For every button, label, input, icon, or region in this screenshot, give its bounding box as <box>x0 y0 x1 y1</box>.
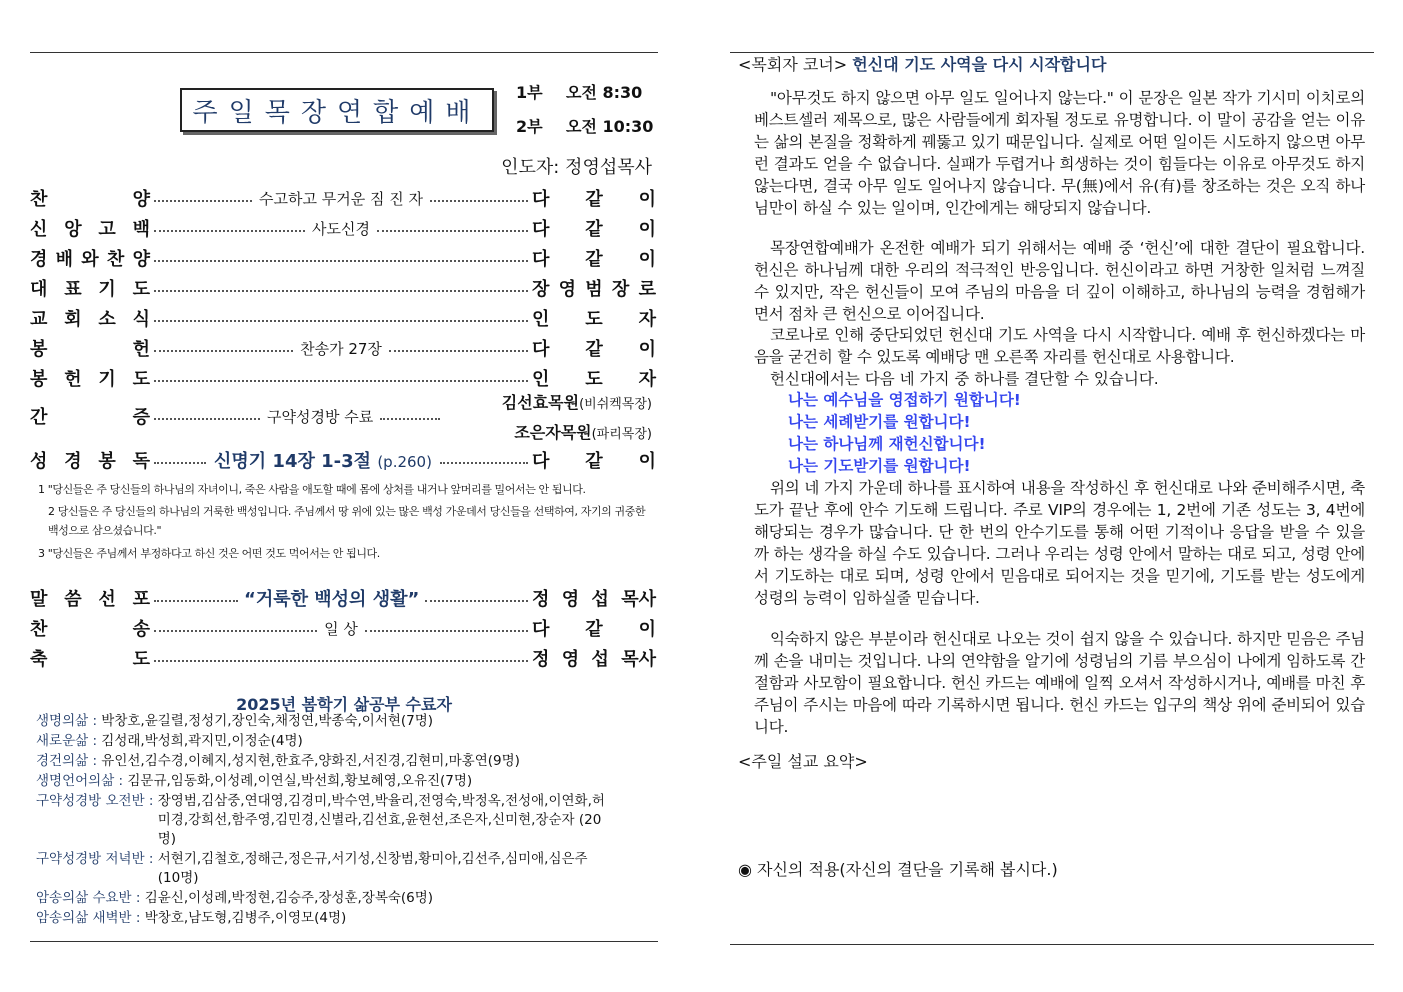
leader-dots <box>154 200 252 202</box>
service-2-time: 오전 10:30 <box>566 117 654 136</box>
graduate-course: 새로운삶 : <box>36 733 102 749</box>
order-response <box>532 365 656 391</box>
worship-title: 주일목장연합예배 <box>192 97 482 128</box>
paragraph-3: 코로나로 인해 중단되었던 헌신대 기도 사역을 다시 시작합니다. 예배 후 헌신하겠다는 마음을 굳건히 할 수 있도록 예배당 맨 오른쪽 자리를 헌신대로 사용합니다. <box>754 326 1365 366</box>
char: 같 <box>585 339 603 360</box>
graduate-group <box>36 792 608 849</box>
graduate-group <box>36 889 433 908</box>
char: 찬 <box>30 189 48 210</box>
graduate-group <box>36 732 303 751</box>
declaration-3: 나는 하나님께 재헌신합니다! <box>788 435 986 453</box>
graduate-names: 장영범,김삼중,연대영,김경미,박수연,박율리,전영숙,박정옥,전성애,이연화,허미경,강희선,함주영,김민경,신별라,김선효,윤현선,조은자,신미현,장순자 (20명) <box>157 793 605 847</box>
char: 소 <box>98 309 116 330</box>
service-2 <box>516 114 653 137</box>
graduate-names: 박창호,남도형,김병주,이영모(4명) <box>144 910 347 926</box>
verse-2: 2 당신들은 주 당신들의 하나님의 거룩한 백성입니다. 주님께서 땅 위에 있는 많은 백성 가운데서 당신들을 선택하여, 자기의 귀중한 백성으로 삼으셨습니다." <box>48 505 646 537</box>
graduate-group <box>36 850 608 888</box>
char: 양 <box>132 249 150 270</box>
order-label <box>30 275 150 301</box>
order-label <box>30 365 150 391</box>
leader-dots <box>154 630 317 632</box>
order-response <box>532 305 656 331</box>
declaration-4: 나는 기도받기를 원합니다! <box>788 457 971 475</box>
char: 이 <box>638 451 656 472</box>
leader-dots <box>365 630 528 632</box>
testimony-name: 조은자목원 <box>514 423 592 442</box>
char: 영 <box>561 649 580 670</box>
testimony-group: (비쉬켁목장) <box>579 397 652 412</box>
char: 포 <box>132 589 150 610</box>
char: 이 <box>638 619 656 640</box>
graduate-group <box>36 909 346 928</box>
order-row <box>30 614 656 642</box>
order-label <box>30 305 150 331</box>
char: 와 <box>81 249 99 270</box>
char: 정 <box>532 589 550 610</box>
char: 성 <box>30 451 48 472</box>
char: 회 <box>64 309 82 330</box>
char: 다 <box>532 249 550 270</box>
char: 말 <box>30 589 48 610</box>
leader-dots <box>154 350 293 352</box>
order-middle: 구약성경방 수료 <box>267 407 374 426</box>
char: 백 <box>132 219 150 240</box>
leader-dots <box>377 230 528 232</box>
graduate-group <box>36 752 520 771</box>
char: 자 <box>638 369 656 390</box>
char: 다 <box>532 339 550 360</box>
order-response <box>532 185 656 211</box>
leader-dots <box>154 320 528 322</box>
char: 도 <box>132 649 150 670</box>
leader-dots <box>389 350 528 352</box>
sermon-title: “거룩한 백성의 생활” <box>244 589 420 610</box>
char: 씀 <box>64 589 82 610</box>
char: 장 <box>611 279 630 300</box>
leader-dots <box>380 418 440 420</box>
order-row-scripture <box>30 446 656 474</box>
leader-dots <box>154 462 206 464</box>
bottom-rule-right <box>730 944 1374 945</box>
char: 같 <box>585 249 603 270</box>
leader-dots <box>154 260 528 262</box>
leader-dots <box>440 462 528 464</box>
char: 자 <box>638 309 656 330</box>
char: 증 <box>132 407 150 428</box>
char: 이 <box>638 219 656 240</box>
leader-dots <box>154 380 528 382</box>
order-response <box>532 245 656 271</box>
order-middle: 찬송가 27장 <box>300 339 382 358</box>
char: 봉 <box>98 451 116 472</box>
verse-3: 3 "당신들은 주님께서 부정하다고 하신 것은 어떤 것도 먹어서는 안 됩니다. <box>38 547 380 560</box>
graduate-course: 암송의삶 새벽반 : <box>36 910 145 926</box>
char: 기 <box>98 279 116 300</box>
char: 경 <box>64 451 82 472</box>
order-row <box>30 364 656 392</box>
order-row <box>30 334 656 362</box>
order-label <box>30 645 150 671</box>
order-row <box>30 644 656 672</box>
char: 고 <box>98 219 116 240</box>
char: 섭 <box>591 589 609 610</box>
declaration-1: 나는 예수님을 영접하기 원합니다! <box>788 391 1021 409</box>
char: 경 <box>30 249 48 270</box>
graduate-names: 박창호,윤길렬,정성기,장인숙,채정연,박종숙,이서현(7명) <box>101 713 434 729</box>
service-2-part: 2부 <box>516 117 543 136</box>
char: 대 <box>30 279 48 300</box>
char: 같 <box>585 189 603 210</box>
worship-order-page <box>30 52 658 942</box>
char: 도 <box>132 369 150 390</box>
char: 섭 <box>591 649 609 670</box>
graduate-course: 구약성경방 오전반 : <box>36 793 158 809</box>
char: 배 <box>55 249 74 270</box>
char: 이 <box>638 189 656 210</box>
char: 같 <box>585 451 603 472</box>
order-label <box>30 447 150 473</box>
leader-dots <box>154 600 238 602</box>
graduate-group <box>36 772 472 791</box>
char: 장 <box>532 279 550 300</box>
order-response <box>532 447 656 473</box>
graduate-course: 경건의삶 : <box>36 753 102 769</box>
leader-dots <box>425 600 528 602</box>
order-middle: 수고하고 무거운 짐 진 자 <box>259 189 423 208</box>
char: 목사 <box>621 589 656 610</box>
char: 송 <box>132 619 150 640</box>
char: 식 <box>132 309 150 330</box>
testimony-name: 김선효목원 <box>501 393 580 412</box>
order-row-sermon <box>30 584 656 612</box>
char: 찬 <box>106 249 125 270</box>
char: 범 <box>585 279 603 300</box>
leader-dots <box>154 290 528 292</box>
order-middle: 사도신경 <box>312 219 370 238</box>
char: 다 <box>532 619 550 640</box>
char: 독 <box>132 451 150 472</box>
service-1-part: 1부 <box>516 83 543 102</box>
char: 축 <box>30 649 48 670</box>
order-label <box>30 185 150 211</box>
char: 이 <box>638 249 656 270</box>
leader-dots <box>154 418 260 420</box>
char: 찬 <box>30 619 48 640</box>
char: 도 <box>585 369 603 390</box>
heading-prefix: <목회자 코너> <box>738 55 848 74</box>
paragraph-5: 위의 네 가지 가운데 하나를 표시하여 내용을 작성하신 후 헌신대로 나와 준비해주시면, 축도가 끝난 후에 안수 기도해 드립니다. 주로 VIP의 경우에는 1, 2번에 기존 성도는 3, 4번에 해당되는 경우가 많습니다. 단 한 번의 안수기도를 통해 어떤 기적이나 응답을 받을 수 있을까 하는 생각을 하실 수도 있습니다. 그러나 우리는 성령 안에서 말하는 대로 되고, 성령 안에서 기도하는 대로 되며, 성령 안에서 믿음대로 되어지는 것을 믿기에, 기도를 받는 성도에게 성령의 능력이 임하실줄 믿습니다. <box>754 479 1365 607</box>
graduates-title: 2025년 봄학기 삶공부 수료자 <box>236 695 452 714</box>
testimony-group: (파리목장) <box>591 427 652 442</box>
order-response <box>532 275 656 301</box>
char: 같 <box>585 619 603 640</box>
graduate-names: 유인선,김수경,이혜지,성지현,한효주,양화진,서진경,김현미,마홍연(9명) <box>101 753 520 769</box>
order-response <box>532 335 656 361</box>
graduate-names: 김문규,임동화,이성례,이연실,박선희,황보혜영,오유진(7명) <box>127 773 473 789</box>
service-1 <box>516 80 642 103</box>
order-label <box>30 245 150 271</box>
sermon-summary-heading: <주일 설교 요약> <box>738 752 868 771</box>
order-response <box>532 615 656 641</box>
order-row <box>30 184 656 212</box>
application-heading: ◉ 자신의 적용(자신의 결단을 기록해 봅시다.) <box>738 860 1058 879</box>
order-row <box>30 214 656 242</box>
char: 로 <box>638 279 656 300</box>
declaration-2: 나는 세례받기를 원합니다! <box>788 413 971 431</box>
graduate-group <box>36 712 433 731</box>
heading-title: 헌신대 기도 사역을 다시 시작합니다 <box>852 55 1107 74</box>
char: 다 <box>532 189 550 210</box>
char: 표 <box>64 279 82 300</box>
char: 앙 <box>64 219 82 240</box>
char: 인 <box>532 369 550 390</box>
order-row <box>30 304 656 332</box>
char: 선 <box>98 589 116 610</box>
char: 헌 <box>132 339 150 360</box>
char: 다 <box>532 451 550 472</box>
paragraph-2: 목장연합예배가 온전한 예배가 되기 위해서는 예배 중 ‘헌신’에 대한 결단이 필요합니다. 헌신은 하나님께 대한 우리의 적극적인 반응입니다. 헌신이라고 하면 거창한 일처럼 느껴질 수 있지만, 작은 헌신들이 모여 주님의 마음을 더 깊이 이해하고, 하나님의 능력을 경험해가면서 점차 큰 헌신으로 이어집니다. <box>754 239 1365 323</box>
order-label <box>30 403 150 429</box>
graduate-names: 김윤신,이성례,박정현,김승주,장성훈,장복숙(6명) <box>144 890 434 906</box>
order-row <box>30 244 656 272</box>
worship-title-box <box>180 88 494 132</box>
scripture-page: (p.260) <box>377 453 432 471</box>
char: 봉 <box>30 339 48 360</box>
graduate-course: 구약성경방 저녁반 : <box>36 851 158 867</box>
char: 교 <box>30 309 48 330</box>
graduate-course: 생명의삶 : <box>36 713 102 729</box>
char: 이 <box>638 339 656 360</box>
scripture-ref: 신명기 14장 1-3절 <box>214 451 372 472</box>
char: 헌 <box>64 369 82 390</box>
order-label <box>30 615 150 641</box>
leader-dots <box>430 200 528 202</box>
char: 인 <box>532 309 550 330</box>
char: 도 <box>132 279 150 300</box>
order-response <box>532 585 656 611</box>
char: 목사 <box>621 649 656 670</box>
order-label <box>30 585 150 611</box>
char: 기 <box>98 369 116 390</box>
order-response <box>532 645 656 671</box>
char: 영 <box>561 589 580 610</box>
char: 정 <box>532 649 550 670</box>
verse-1: 1 "당신들은 주 당신들의 하나님의 자녀이니, 죽은 사람을 애도할 때에 몸에 상처를 내거나 앞머리를 밀어서는 안 됩니다. <box>38 483 586 496</box>
char: 신 <box>30 219 48 240</box>
char: 양 <box>132 189 150 210</box>
char: 같 <box>585 219 603 240</box>
char: 도 <box>585 309 603 330</box>
graduate-names: 김성래,박성희,곽지민,이정순(4명) <box>101 733 303 749</box>
testimony-person-1 <box>502 390 652 413</box>
testimony-person-2 <box>514 420 652 443</box>
order-middle: 일 상 <box>324 619 358 638</box>
pastor-corner-heading <box>738 52 1106 75</box>
order-row <box>30 274 656 302</box>
paragraph-4: 헌신대에서는 다음 네 가지 중 하나를 결단할 수 있습니다. <box>770 370 1159 388</box>
order-label <box>30 215 150 241</box>
service-1-time: 오전 8:30 <box>566 83 643 102</box>
worship-leader: 인도자: 정영섭목사 <box>501 157 652 178</box>
graduate-course: 생명언어의삶 : <box>36 773 128 789</box>
leader-dots <box>154 230 305 232</box>
graduate-names: 서현기,김철호,정해근,정은규,서기성,신창범,황미아,김선주,심미애,심은주(10명) <box>157 851 588 886</box>
order-response <box>532 215 656 241</box>
char: 봉 <box>30 369 48 390</box>
char: 다 <box>532 219 550 240</box>
paragraph-6: 익숙하지 않은 부분이라 헌신대로 나오는 것이 쉽지 않을 수 있습니다. 하지만 믿음은 주님께 손을 내미는 것입니다. 나의 연약함을 알기에 성령님의 기름 부으심이 나에게 임하도록 간절함과 사모함이 필요합니다. 헌신 카드는 예배에 일찍 오셔서 작성하시거나, 예배를 마친 후 주님이 주시는 마음에 따라 기록하시면 됩니다. 헌신 카드는 입구의 책상 위에 준비되어 있습니다. <box>754 630 1365 736</box>
order-label <box>30 335 150 361</box>
char: 간 <box>30 407 48 428</box>
leader-dots <box>154 660 528 662</box>
graduate-course: 암송의삶 수요반 : <box>36 890 145 906</box>
scripture-reference <box>210 447 436 473</box>
char: 영 <box>558 279 577 300</box>
paragraph-1: "아무것도 하지 않으면 아무 일도 일어나지 않는다." 이 문장은 일본 작가 기시미 이치로의 베스트셀러 제목으로, 많은 사람들에게 회자될 정도로 유명합니다. 이 말이 공감을 얻는 이유는 삶의 본질을 정확하게 꿰뚫고 있기 때문입니다. 실제로 어떤 일이든 시도하지 않으면 아무런 결과도 얻을 수 없습니다. 실패가 두렵거나 희생하는 것이 힘들다는 이유로 아무것도 하지 않는다면, 결국 아무 일도 일어나지 않습니다. 무(無)에서 유(有)를 창조하는 것은 오직 하나님만이 하실 수 있는 일이며, 인간에게는 해당되지 않습니다. <box>754 89 1365 217</box>
